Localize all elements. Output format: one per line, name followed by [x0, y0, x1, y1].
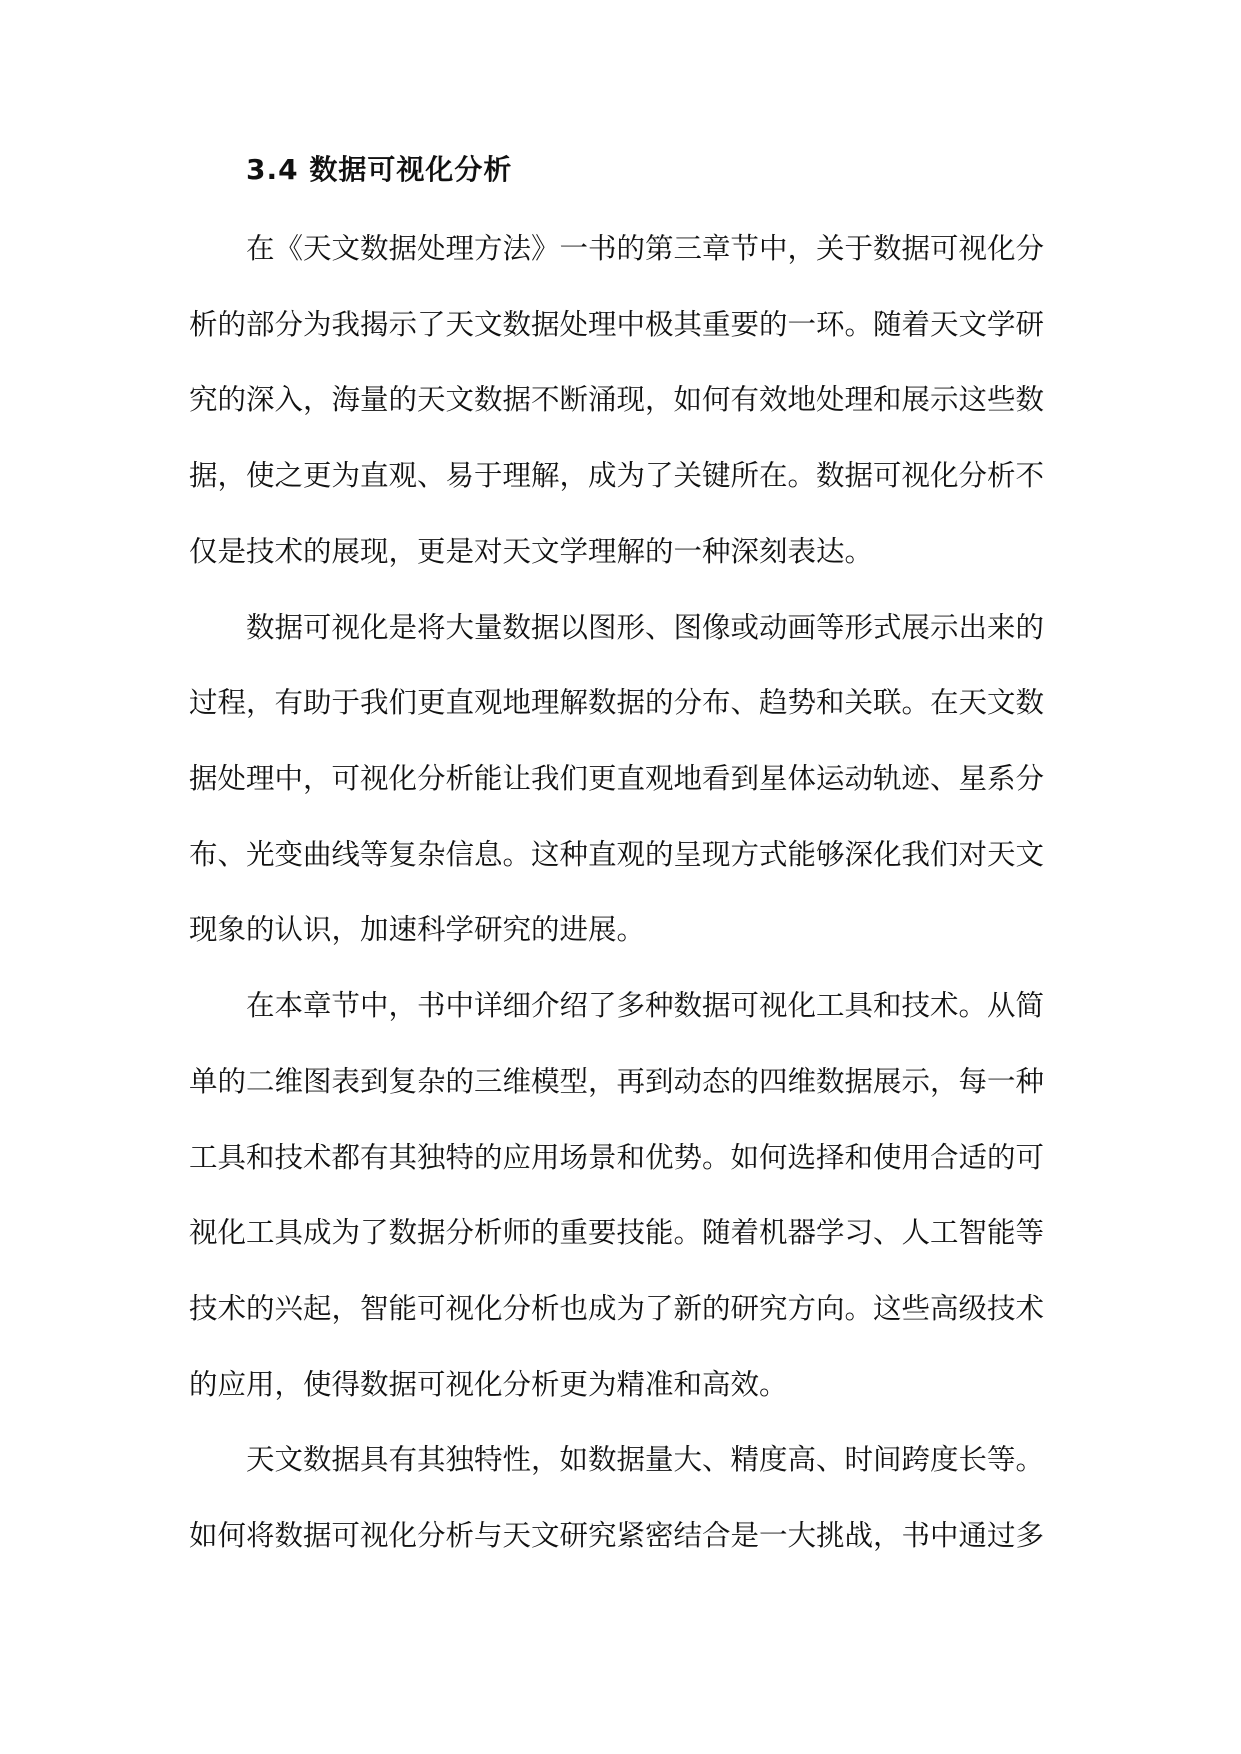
paragraph-1-line-3: 究的深入，海量的天文数据不断涌现，如何有效地处理和展示这些数	[189, 383, 1045, 416]
paragraph-3-line-3: 工具和技术都有其独特的应用场景和优势。如何选择和使用合适的可	[189, 1141, 1045, 1174]
paragraph-2-line-2: 过程，有助于我们更直观地理解数据的分布、趋势和关联。在天文数	[189, 686, 1045, 719]
paragraph-2-line-4: 布、光变曲线等复杂信息。这种直观的呈现方式能够深化我们对天文	[189, 838, 1045, 871]
paragraph-3-line-5: 技术的兴起，智能可视化分析也成为了新的研究方向。这些高级技术	[189, 1292, 1045, 1325]
paragraph-1-line-5: 仅是技术的展现，更是对天文学理解的一种深刻表达。	[189, 535, 874, 568]
paragraph-1-line-1: 在《天文数据处理方法》一书的第三章节中，关于数据可视化分	[246, 232, 1045, 265]
paragraph-3-line-4: 视化工具成为了数据分析师的重要技能。随着机器学习、人工智能等	[189, 1216, 1045, 1249]
paragraph-4-line-2: 如何将数据可视化分析与天文研究紧密结合是一大挑战，书中通过多	[189, 1519, 1045, 1552]
paragraph-3-line-2: 单的二维图表到复杂的三维模型，再到动态的四维数据展示，每一种	[189, 1065, 1045, 1098]
paragraph-2-line-3: 据处理中，可视化分析能让我们更直观地看到星体运动轨迹、星系分	[189, 762, 1045, 795]
paragraph-4-line-1: 天文数据具有其独特性，如数据量大、精度高、时间跨度长等。	[246, 1443, 1045, 1476]
paragraph-1-line-2: 析的部分为我揭示了天文数据处理中极其重要的一环。随着天文学研	[189, 308, 1045, 341]
paragraph-1-line-4: 据，使之更为直观、易于理解，成为了关键所在。数据可视化分析不	[189, 459, 1045, 492]
paragraph-3-line-1: 在本章节中，书中详细介绍了多种数据可视化工具和技术。从简	[246, 989, 1045, 1022]
paragraph-3-line-6: 的应用，使得数据可视化分析更为精准和高效。	[189, 1368, 788, 1401]
paragraph-2-line-5: 现象的认识，加速科学研究的进展。	[189, 913, 646, 946]
section-heading: 3.4 数据可视化分析	[246, 153, 513, 186]
paragraph-2-line-1: 数据可视化是将大量数据以图形、图像或动画等形式展示出来的	[246, 611, 1045, 644]
